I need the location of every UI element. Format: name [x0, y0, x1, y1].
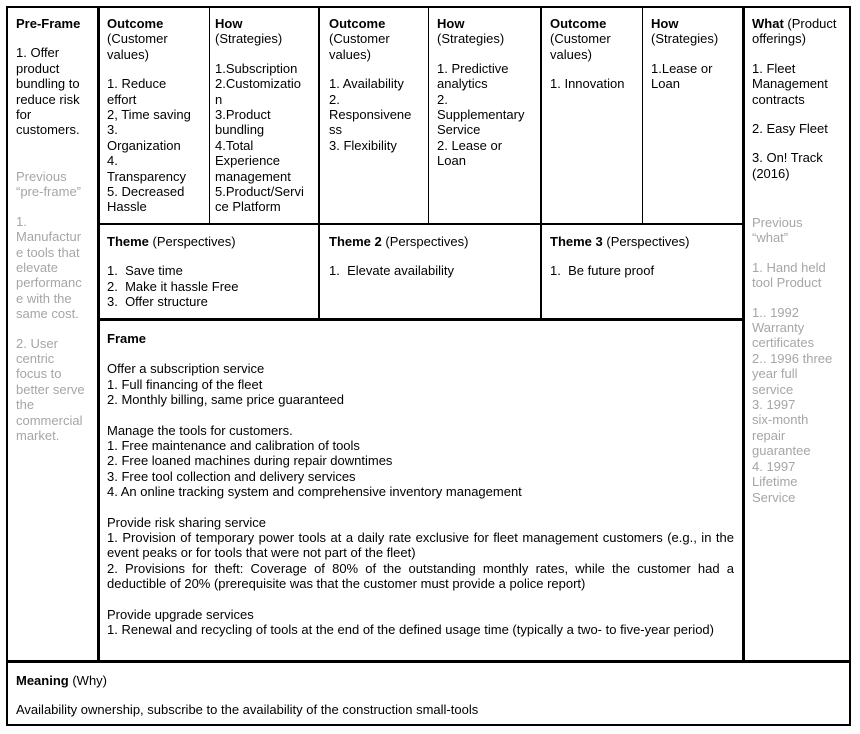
- outcome-2-subtitle: values): [329, 46, 371, 62]
- previous-preframe-line: e with the: [16, 290, 72, 306]
- how-1-line: 1.Subscription: [215, 60, 298, 76]
- theme-2-title: Theme 2: [329, 234, 382, 249]
- how-3-subtitle: (Strategies): [651, 31, 719, 47]
- theme-1-line: 3. Offer structure: [107, 294, 208, 310]
- how-2-title: How: [437, 16, 465, 31]
- previous-preframe-label: Previous: [16, 169, 67, 184]
- outcome-1-line: Hassle: [107, 199, 147, 215]
- previous-preframe-line: elevate: [16, 260, 58, 276]
- theme-1-cell: [107, 234, 317, 310]
- frame-line: 1. Free maintenance and calibration of tools: [107, 438, 360, 454]
- outcome-2-cell: [329, 16, 427, 153]
- frame-title: Frame: [107, 331, 147, 346]
- how-3-cell: [651, 16, 741, 92]
- outcome-1-cell: [107, 16, 207, 215]
- outcome-1-line: Transparency: [107, 168, 186, 184]
- outcome-3-cell: [550, 16, 642, 92]
- divider: [318, 8, 320, 319]
- previous-what-label: “what”: [752, 230, 789, 246]
- previous-preframe-line: the: [16, 397, 35, 413]
- outcome-1-line: effort: [107, 91, 137, 107]
- what-subtitle: (Product: [783, 16, 837, 31]
- theme-3-suffix: (Perspectives): [602, 234, 690, 249]
- frame-line: Offer a subscription service: [107, 361, 265, 377]
- previous-preframe-line: focus to: [16, 366, 62, 382]
- frame-line: Provide risk sharing service: [107, 514, 266, 530]
- theme-2-cell: [329, 234, 539, 279]
- what-item: Management: [752, 76, 828, 92]
- outcome-1-title: Outcome: [107, 16, 164, 31]
- previous-preframe-line: 2. User: [16, 335, 58, 351]
- frame-line: 3. Free tool collection and delivery services: [107, 468, 356, 484]
- previous-what-label: Previous: [752, 215, 803, 230]
- previous-preframe-label: “pre-frame”: [16, 184, 82, 200]
- previous-what-item: 4. 1997: [752, 458, 796, 474]
- meaning-suffix: (Why): [68, 673, 108, 688]
- outcome-1-line: 1. Reduce: [107, 76, 167, 92]
- outcome-3-line: 1. Innovation: [550, 76, 625, 92]
- outcome-1-line: 3.: [107, 122, 118, 138]
- how-2-line: analytics: [437, 76, 488, 92]
- meaning-cell: [16, 673, 836, 718]
- how-1-title: How: [215, 16, 243, 31]
- outcome-1-subtitle: values): [107, 46, 149, 62]
- what-item: 1. Fleet: [752, 60, 796, 76]
- preframe-line: bundling to: [16, 76, 80, 92]
- previous-what-item: 3. 1997: [752, 397, 796, 413]
- previous-what-item: service: [752, 381, 794, 397]
- frame-cell: [107, 331, 734, 638]
- what-item: contracts: [752, 91, 805, 107]
- what-cell: [752, 16, 848, 181]
- outcome-2-line: ss: [329, 122, 342, 138]
- outcome-1-subtitle: (Customer: [107, 31, 168, 47]
- preframe-line: 1. Offer: [16, 45, 60, 61]
- how-2-subtitle: (Strategies): [437, 31, 505, 47]
- previous-preframe: [16, 169, 96, 444]
- frame-line: 1. Full financing of the fleet: [107, 376, 263, 392]
- what-subtitle: offerings): [752, 31, 806, 47]
- preframe-line: product: [16, 60, 60, 76]
- frame-line: Manage the tools for customers.: [107, 422, 293, 438]
- previous-what-item: repair: [752, 427, 786, 443]
- frame-line: 4. An online tracking system and comprehensive inventory management: [107, 484, 522, 500]
- what-item: 2. Easy Fleet: [752, 121, 828, 137]
- how-2-line: Service: [437, 122, 481, 138]
- how-1-line: n: [215, 91, 223, 107]
- theme-2-suffix: (Perspectives): [381, 234, 469, 249]
- previous-what-item: guarantee: [752, 443, 811, 459]
- divider: [642, 8, 643, 223]
- how-2-line: 2.: [437, 91, 448, 107]
- theme-3-title: Theme 3: [550, 234, 603, 249]
- outcome-2-line: Responsivene: [329, 107, 412, 123]
- how-1-line: bundling: [215, 122, 265, 138]
- meaning-text: Availability ownership, subscribe to the availability of the construction small-tools: [16, 702, 479, 718]
- previous-preframe-line: market.: [16, 428, 60, 444]
- previous-preframe-line: performanc: [16, 275, 82, 291]
- how-3-line: Loan: [651, 76, 680, 92]
- previous-what-item: 2.. 1996 three: [752, 350, 833, 366]
- how-2-line: 1. Predictive: [437, 60, 509, 76]
- theme-1-suffix: (Perspectives): [148, 234, 236, 249]
- frame-line: 2. Monthly billing, same price guaranteed: [107, 392, 345, 408]
- outcome-2-line: 3. Flexibility: [329, 137, 397, 153]
- how-2-line: Supplementary: [437, 107, 525, 123]
- divider: [209, 8, 210, 223]
- outcome-1-line: 5. Decreased: [107, 184, 185, 200]
- previous-preframe-line: e tools that: [16, 244, 80, 260]
- previous-what-item: tool Product: [752, 275, 822, 291]
- how-1-line: management: [215, 168, 291, 184]
- frame-paragraph: 1. Provision of temporary power tools at a daily rate exclusive for fleet management customers (e.g., in the event peaks or for tools that were not part of the fleet): [107, 530, 734, 561]
- how-1-line: ce Platform: [215, 199, 281, 215]
- divider: [742, 8, 745, 661]
- frame-line: Provide upgrade services: [107, 606, 254, 622]
- outcome-2-line: 1. Availability: [329, 76, 404, 92]
- what-item: 3. On! Track: [752, 150, 823, 166]
- outcome-1-line: Organization: [107, 137, 181, 153]
- divider: [99, 318, 742, 321]
- how-1-line: 3.Product: [215, 107, 271, 123]
- preframe-line: for: [16, 107, 32, 123]
- what-title: What: [752, 16, 784, 31]
- previous-preframe-line: centric: [16, 351, 55, 367]
- outcome-2-title: Outcome: [329, 16, 386, 31]
- meaning-title: Meaning: [16, 673, 69, 688]
- frame-paragraph: 2. Provisions for theft: Coverage of 80% of the outstanding monthly rates, while the customer had a deductible of 20% (prerequisite was that the customer must provide a police report): [107, 560, 734, 592]
- preframe-title: Pre-Frame: [16, 16, 81, 31]
- how-3-line: 1.Lease or: [651, 60, 713, 76]
- divider: [428, 8, 429, 223]
- how-1-line: Experience: [215, 153, 281, 169]
- how-2-line: 2. Lease or: [437, 137, 503, 153]
- theme-3-cell: [550, 234, 740, 279]
- theme-2-line: 1. Elevate availability: [329, 263, 455, 279]
- outcome-2-line: 2.: [329, 91, 340, 107]
- divider: [8, 660, 851, 663]
- how-1-line: 4.Total: [215, 137, 254, 153]
- preframe-line: customers.: [16, 122, 80, 138]
- theme-1-line: 1. Save time: [107, 263, 183, 279]
- previous-what-item: year full: [752, 366, 798, 382]
- previous-preframe-line: same cost.: [16, 306, 79, 322]
- previous-preframe-line: better serve: [16, 381, 85, 397]
- how-1-line: 2.Customizatio: [215, 76, 301, 92]
- divider: [97, 8, 100, 661]
- how-1-subtitle: (Strategies): [215, 31, 283, 47]
- how-1-cell: [215, 16, 317, 215]
- outcome-3-subtitle: (Customer: [550, 31, 611, 47]
- outcome-1-line: 4.: [107, 153, 118, 169]
- how-1-line: 5.Product/Servi: [215, 184, 304, 200]
- what-item: (2016): [752, 165, 790, 181]
- frame-paragraph: 1. Renewal and recycling of tools at the end of the defined usage time (typically a two- to five-year period): [107, 622, 714, 638]
- previous-preframe-line: commercial: [16, 412, 83, 428]
- preframe-cell: [16, 16, 96, 138]
- previous-what-item: Lifetime: [752, 474, 798, 490]
- previous-what-item: Warranty: [752, 320, 805, 336]
- previous-what-item: Service: [752, 489, 796, 505]
- how-3-title: How: [651, 16, 679, 31]
- theme-1-title: Theme: [107, 234, 149, 249]
- outcome-1-line: 2, Time saving: [107, 107, 191, 123]
- previous-what-item: certificates: [752, 335, 815, 351]
- previous-what-item: 1.. 1992: [752, 304, 799, 320]
- outcome-2-subtitle: (Customer: [329, 31, 390, 47]
- how-2-cell: [437, 16, 539, 169]
- previous-what-item: 1. Hand held: [752, 259, 826, 275]
- previous-preframe-line: 1.: [16, 213, 27, 229]
- outcome-3-title: Outcome: [550, 16, 607, 31]
- theme-3-line: 1. Be future proof: [550, 263, 655, 279]
- outcome-3-subtitle: values): [550, 46, 592, 62]
- divider: [540, 8, 542, 319]
- previous-what-item: six-month: [752, 412, 809, 428]
- previous-what: [752, 215, 848, 505]
- previous-preframe-line: Manufactur: [16, 229, 82, 245]
- how-2-line: Loan: [437, 153, 466, 169]
- divider: [99, 223, 742, 225]
- frame-line: 2. Free loaned machines during repair downtimes: [107, 453, 393, 469]
- preframe-line: reduce risk: [16, 91, 80, 107]
- theme-1-line: 2. Make it hassle Free: [107, 278, 239, 294]
